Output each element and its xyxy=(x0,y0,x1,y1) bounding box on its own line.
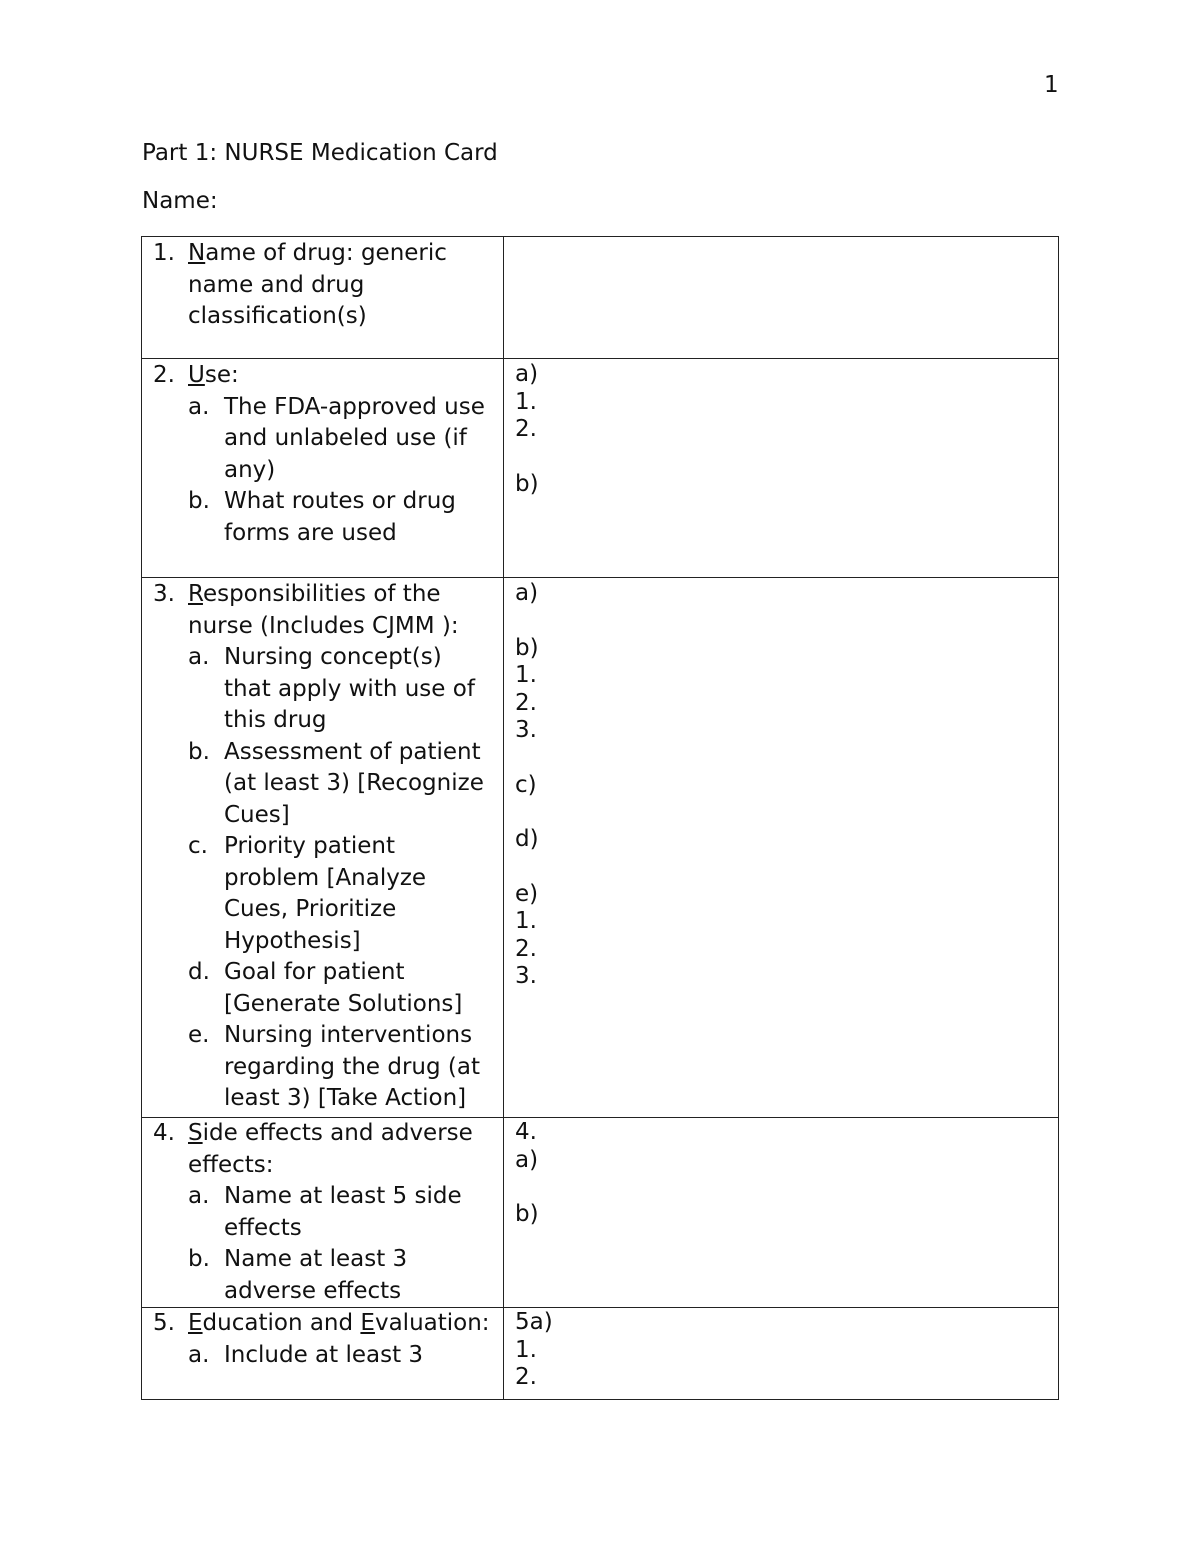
sub-item: b. Assessment of patient (at least 3) [Recognize Cues] xyxy=(188,738,484,828)
table-row xyxy=(142,1118,1059,1308)
question-cell xyxy=(142,237,504,359)
name-label: Name: xyxy=(142,188,218,214)
medication-card-table xyxy=(141,236,1059,1400)
page-title: Part 1: NURSE Medication Card xyxy=(142,140,498,166)
answer-cell[interactable] xyxy=(504,1308,1059,1400)
answer-marker: 1. xyxy=(515,388,537,415)
item-heading xyxy=(188,238,495,333)
item-number: 2. xyxy=(153,362,175,388)
sub-item: a. Include at least 3 xyxy=(188,1341,424,1368)
item-heading xyxy=(188,1308,490,1340)
answer-cell[interactable] xyxy=(504,1118,1059,1308)
answer-marker: a) xyxy=(515,580,539,606)
item-number: 1. xyxy=(153,240,175,266)
answer-marker: 3. xyxy=(515,963,537,989)
heading-rest: ame of drug: generic name and drug classification(s) xyxy=(188,240,447,329)
sub-item: c. Priority patient problem [Analyze Cues, Prioritize Hypothesis] xyxy=(188,833,427,954)
sub-item: d. Goal for patient [Generate Solutions] xyxy=(188,959,463,1017)
heading-rest: valuation: xyxy=(374,1310,490,1336)
sub-item: b. Name at least 3 adverse effects xyxy=(188,1246,408,1304)
sub-item: a. The FDA-approved use and unlabeled use (if any) xyxy=(188,393,485,483)
answer-cell[interactable] xyxy=(504,237,1059,359)
sub-item: b. What routes or drug forms are used xyxy=(188,488,456,546)
item-heading xyxy=(188,579,495,642)
item-number: 5. xyxy=(153,1310,175,1336)
question-cell xyxy=(142,1308,504,1400)
answer-marker: b) xyxy=(515,634,539,661)
answer-marker: 2. xyxy=(515,1364,537,1390)
item-heading xyxy=(188,1118,495,1181)
answer-marker: 2. xyxy=(515,416,537,442)
answer-marker: 3. xyxy=(515,717,537,743)
answer-marker: c) xyxy=(515,771,537,798)
heading-rest: se: xyxy=(204,362,239,388)
question-cell xyxy=(142,359,504,578)
heading-rest: ducation and xyxy=(202,1310,361,1336)
sub-item: e. Nursing interventions regarding the drug (at least 3) [Take Action] xyxy=(188,1022,481,1111)
answer-marker: a) xyxy=(515,1146,539,1173)
heading-rest: ide effects and adverse effects: xyxy=(188,1120,473,1178)
heading-initial: E xyxy=(188,1310,203,1336)
answer-marker: 1. xyxy=(515,1336,537,1363)
answer-cell[interactable] xyxy=(504,578,1059,1118)
sub-item: a. Name at least 5 side effects xyxy=(188,1183,462,1241)
table-row xyxy=(142,237,1059,359)
answer-marker: 2. xyxy=(515,935,537,962)
answer-marker: 4. xyxy=(515,1119,537,1145)
item-number: 3. xyxy=(153,581,175,607)
answer-marker: d) xyxy=(515,826,539,852)
table-row xyxy=(142,578,1059,1118)
question-cell xyxy=(142,1118,504,1308)
heading-initial: N xyxy=(188,240,206,266)
item-heading xyxy=(188,360,239,392)
answer-cell[interactable] xyxy=(504,359,1059,578)
heading-initial: R xyxy=(188,581,203,607)
sub-item: a. Nursing concept(s) that apply with use of this drug xyxy=(188,644,475,733)
answer-marker: a) xyxy=(515,361,539,387)
answer-marker: b) xyxy=(515,470,539,497)
heading-initial: S xyxy=(188,1120,203,1146)
answer-marker: 5a) xyxy=(515,1309,553,1335)
answer-marker: e) xyxy=(515,880,539,907)
heading-initial: E xyxy=(360,1310,375,1336)
question-cell xyxy=(142,578,504,1118)
heading-rest: esponsibilities of the nurse (Includes CJMM ): xyxy=(188,581,459,639)
answer-marker: 1. xyxy=(515,662,537,688)
page-number: 1 xyxy=(1044,72,1059,98)
answer-marker: b) xyxy=(515,1201,539,1227)
item-number: 4. xyxy=(153,1120,175,1146)
table-row xyxy=(142,1308,1059,1400)
heading-initial: U xyxy=(188,362,205,388)
table-row xyxy=(142,359,1059,578)
answer-marker: 1. xyxy=(515,908,537,934)
answer-marker: 2. xyxy=(515,689,537,716)
